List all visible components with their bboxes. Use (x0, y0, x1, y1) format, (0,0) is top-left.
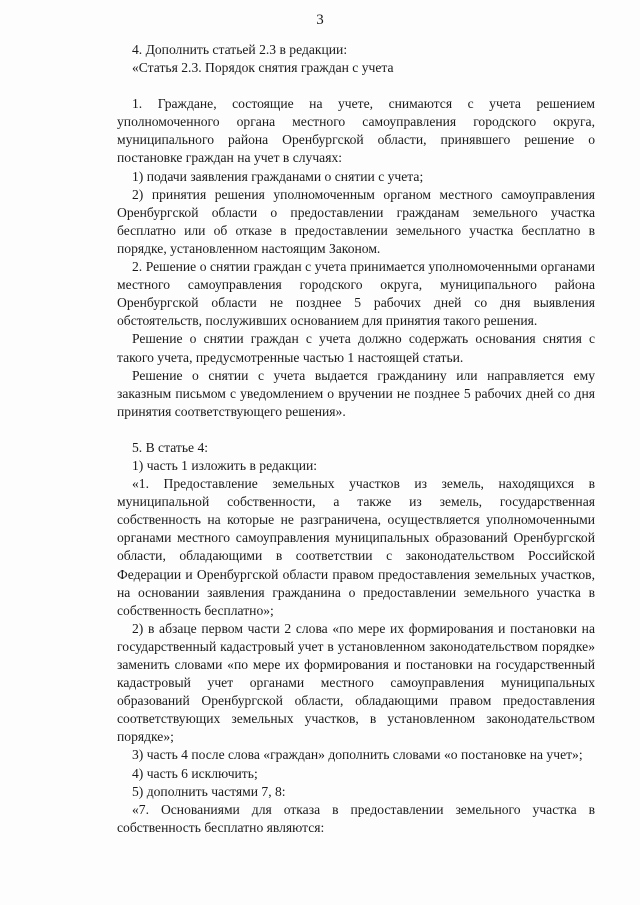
page-number: 3 (316, 12, 324, 28)
paragraph: 2) принятия решения уполномоченным органом местного самоуправления Оренбургской области о предоставлении гражданам земельного участка бесплатно или об отказе в предоставлении земельного участка бесплатно в порядке, установленном настоящим Законом. (117, 186, 595, 256)
paragraph: 2. Решение о снятии граждан с учета принимается уполномоченными органами местного самоуправления городского округа, муниципального района Оренбургской области не позднее 5 рабочих дней со дня выявления обстоятельств, послуживших основанием для принятия такого решения. (117, 259, 595, 329)
paragraph: «1. Предоставление земельных участков из земель, находящихся в муниципальной собственности, а также из земель, государственная собственность на которые не разграничена, осуществляется уполномоченными органами местного самоуправления муниципальных образований Оренбургской области, обладающими в соответствии с законодательством Российской Федерации и Оренбургской области правом предоставления земельных участков, на основании заявления гражданина о предоставлении земельного участка в собственность бесплатно»; (117, 476, 595, 618)
paragraph: 5) дополнить частями 7, 8: (132, 783, 286, 799)
paragraph: «7. Основаниями для отказа в предоставлении земельного участка в собственность бесплатно являются: (117, 801, 595, 835)
spacer (117, 77, 595, 95)
paragraph: 2) в абзаце первом части 2 слова «по мере их формирования и постановки на государственный кадастровый учет в установленном законодательством порядке» заменить словами «по мере их формирования и постановки на государственный кадастровый учет органами местного самоуправления муниципальных образований Оренбургской области, обладающими правом предоставления соответствующих земельных участков, в установленном законодательством порядке»; (117, 620, 595, 745)
paragraph: 1) часть 1 изложить в редакции: (132, 457, 318, 473)
paragraph: 4) часть 6 исключить; (132, 765, 258, 781)
document-body (117, 41, 595, 837)
paragraph: 5. В статье 4: (132, 439, 209, 455)
paragraph: Решение о снятии граждан с учета должно содержать основания снятия с такого учета, предусмотренные частью 1 настоящей статьи. (117, 331, 595, 365)
paragraph: 1. Граждане, состоящие на учете, снимаются с учета решением уполномоченного органа местного самоуправления городского округа, муниципального района Оренбургской области, принявшего решение о постановке граждан на учет в случаях: (117, 96, 595, 166)
paragraph: 1) подачи заявления гражданами о снятии с учета; (132, 168, 424, 184)
paragraph: 4. Дополнить статьей 2.3 в редакции: (132, 42, 348, 57)
spacer (117, 421, 595, 439)
paragraph: Решение о снятии с учета выдается гражданину или направляется ему заказным письмом с уведомлением о вручении не позднее 5 рабочих дней со дня принятия соответствующего решения». (117, 367, 595, 419)
paragraph: 3) часть 4 после слова «граждан» дополнить словами «о постановке на учет»; (132, 747, 583, 763)
article-heading: «Статья 2.3. Порядок снятия граждан с учета (132, 60, 394, 76)
